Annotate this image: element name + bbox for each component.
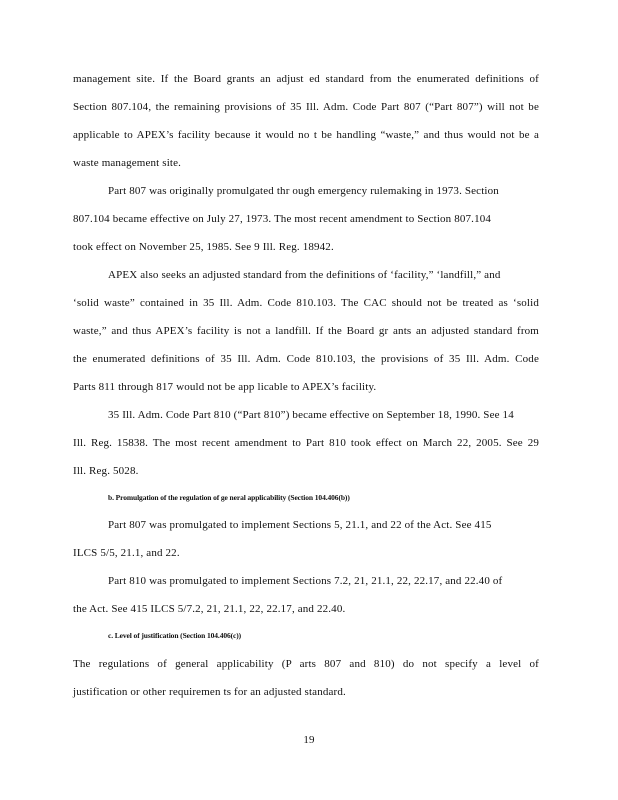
body-line: management site. If the Board grants an adjust ed standard from the enumerated definitions of — [73, 73, 539, 85]
body-line: justification or other requiremen ts for an adjusted standard. — [73, 686, 346, 698]
body-line: applicable to APEX’s facility because it would no t be handling “waste,” and thus would not be a — [73, 129, 539, 141]
body-line: Ill. Reg. 15838. The most recent amendment to Part 810 took effect on March 22, 2005. See 29 — [73, 437, 539, 449]
body-line: the enumerated definitions of 35 Ill. Adm. Code 810.103, the provisions of 35 Ill. Adm. Code — [73, 353, 539, 365]
body-line: 807.104 became effective on July 27, 1973. The most recent amendment to Section 807.104 — [73, 213, 492, 225]
body-line: ‘solid waste” contained in 35 Ill. Adm. Code 810.103. The CAC should not be treated as ‘solid — [73, 297, 539, 309]
body-line: Part 807 was originally promulgated thr ough emergency rulemaking in 1973. Section — [108, 185, 499, 197]
body-line: Section 807.104, the remaining provisions of 35 Ill. Adm. Code Part 807 (“Part 807”) will not be — [73, 101, 539, 113]
body-line: waste management site. — [73, 157, 182, 169]
page-number: 19 — [303, 734, 315, 746]
body-line: ILCS 5/5, 21.1, and 22. — [73, 547, 180, 559]
section-heading-c: c. Level of justification (Section 104.406(c)) — [108, 631, 242, 640]
body-line: APEX also seeks an adjusted standard from the definitions of ‘facility,” ‘landfill,” and — [108, 269, 501, 281]
body-line: the Act. See 415 ILCS 5/7.2, 21, 21.1, 22, 22.17, and 22.40. — [73, 603, 346, 615]
body-line: 35 Ill. Adm. Code Part 810 (“Part 810”) became effective on September 18, 1990. See 14 — [108, 409, 514, 421]
body-line: Parts 811 through 817 would not be app licable to APEX’s facility. — [73, 381, 377, 393]
body-line: The regulations of general applicability (P arts 807 and 810) do not specify a level of — [73, 658, 539, 670]
body-line: waste,” and thus APEX’s facility is not a landfill. If the Board gr ants an adjusted standard from — [73, 325, 539, 337]
body-line: took effect on November 25, 1985. See 9 Ill. Reg. 18942. — [73, 241, 334, 253]
body-line: Ill. Reg. 5028. — [73, 465, 139, 477]
body-line: Part 810 was promulgated to implement Sections 7.2, 21, 21.1, 22, 22.17, and 22.40 of — [108, 575, 503, 587]
body-line: Part 807 was promulgated to implement Sections 5, 21.1, and 22 of the Act. See 415 — [108, 519, 492, 531]
section-heading-b: b. Promulgation of the regulation of ge neral applicability (Section 104.406(b)) — [108, 493, 350, 502]
